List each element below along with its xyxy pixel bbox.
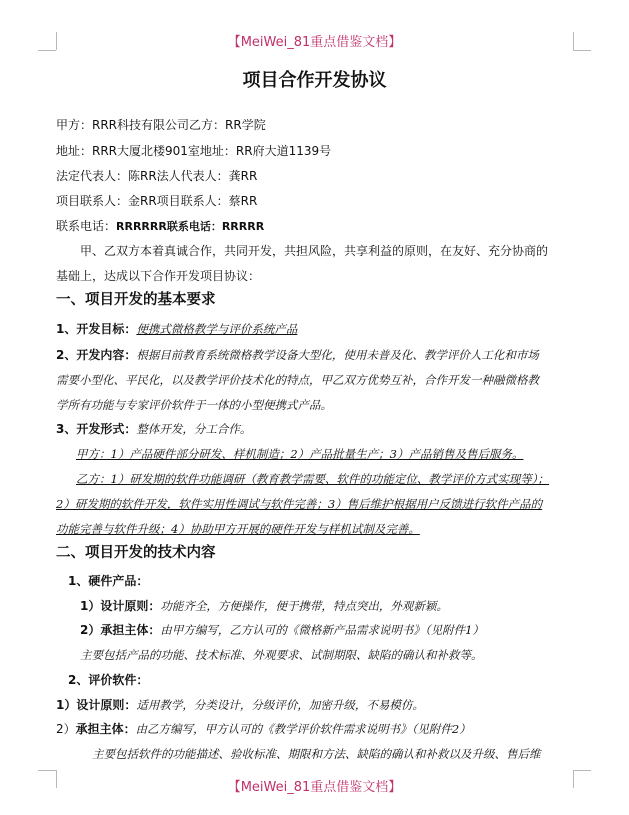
party-addresses: 地址：RRR大厦北楼901室地址：RR府大道1139号 (56, 144, 332, 158)
phone-label: 联系电话： (56, 219, 117, 233)
hw-description: 主要包括产品的功能、技术标准、外观要求、试制期限、缺陷的确认和补救等。 (80, 648, 483, 662)
dev-content-label: 2、开发内容： (56, 348, 137, 362)
dev-content (56, 347, 539, 363)
dev-form-label: 3、开发形式： (56, 422, 137, 436)
dev-goal-label: 1、开发目标： (56, 322, 137, 336)
dev-content-line-3: 学所有功能与专家评价软件于一体的小型便携式产品。 (56, 398, 332, 412)
dev-content-line-2: 需要小型化、平民化，以及教学评价技术化的特点，甲乙双方优势互补，合作开发一种融微格教 (56, 373, 539, 387)
crop-mark (38, 50, 56, 51)
party-names: 甲方：RRR科技有限公司乙方：RR学院 (56, 118, 266, 132)
section-1-heading: 一、项目开发的基本要求 (56, 292, 216, 308)
sw-owner-label: 承担主体： (75, 722, 136, 736)
software-heading: 2、评价软件： (68, 673, 149, 687)
crop-mark (573, 770, 591, 771)
party-a-duties: 甲方：1）产品硬件部分研发、样机制造；2）产品批量生产；3）产品销售及售后服务。 (76, 447, 524, 461)
watermark-bottom: 【MeiWei_81重点借鉴文档】 (227, 780, 402, 795)
intro-line-1: 甲、乙双方本着真诚合作，共同开发，共担风险，共享利益的原则，在友好、充分协商的 (80, 244, 549, 258)
hw-owner-text: 由甲方编写，乙方认可的《微格新产品需求说明书》（见附件1） (160, 623, 484, 637)
sw-design-label: 1）设计原则： (56, 698, 137, 712)
crop-mark (573, 32, 574, 50)
phone-value: RRRRRR联系电话：RRRRR (116, 220, 265, 233)
crop-mark (573, 50, 591, 51)
hardware-heading: 1、硬件产品： (68, 574, 149, 588)
party-b-duties-line-2: 2）研发期的软件开发，软件实用性调试与软件完善；3）售后维护根据用户反馈进行软件产品的 (56, 497, 543, 511)
party-legal-reps: 法定代表人：陈RR法人代表人：龚RR (56, 169, 258, 183)
hw-design-label: 1）设计原则： (80, 599, 161, 613)
sw-description: 主要包括软件的功能描述、验收标准、期限和方法、缺陷的确认和补救以及升级、售后维 (92, 747, 541, 761)
section-2-heading: 二、项目开发的技术内容 (56, 545, 216, 561)
dev-form (56, 421, 251, 437)
sw-owner-num: 2） (56, 722, 76, 736)
crop-mark (38, 770, 56, 771)
hw-design-principle (80, 598, 448, 614)
party-contacts: 项目联系人：金RR项目联系人：蔡RR (56, 194, 258, 208)
dev-goal-text: 便携式微格教学与评价系统产品 (136, 322, 298, 336)
hw-owner-label: 2）承担主体： (80, 623, 161, 637)
document-title: 项目合作开发协议 (242, 70, 387, 91)
crop-mark (56, 770, 57, 788)
party-phones (56, 218, 264, 235)
party-b-duties-line-1: 乙方：1）研发期的软件功能调研（教育教学需要、软件的功能定位、教学评价方式实现等）； (76, 472, 550, 486)
dev-content-line-1: 根据目前教育系统微格教学设备大型化，使用未普及化、教学评价人工化和市场 (136, 348, 539, 362)
sw-design-principle (56, 697, 424, 713)
dev-goal (56, 321, 297, 337)
watermark-top: 【MeiWei_81重点借鉴文档】 (227, 35, 402, 50)
dev-form-text: 整体开发，分工合作。 (136, 422, 252, 436)
party-b-duties-line-3: 功能完善与软件升级；4）协助甲方开展的硬件开发与样机试制及完善。 (56, 522, 420, 536)
hw-design-text: 功能齐全，方便操作，便于携带，特点突出，外观新颖。 (160, 599, 448, 613)
intro-line-2: 基础上，达成以下合作开发项目协议： (56, 269, 261, 283)
sw-design-text: 适用教学，分类设计，分级评价，加密升级，不易模仿。 (136, 698, 424, 712)
crop-mark (573, 770, 574, 788)
sw-owner-text: 由乙方编写，甲方认可的《教学评价软件需求说明书》（见附件2） (135, 722, 471, 736)
sw-owner (56, 721, 471, 737)
hw-owner (80, 622, 484, 638)
crop-mark (56, 32, 57, 50)
